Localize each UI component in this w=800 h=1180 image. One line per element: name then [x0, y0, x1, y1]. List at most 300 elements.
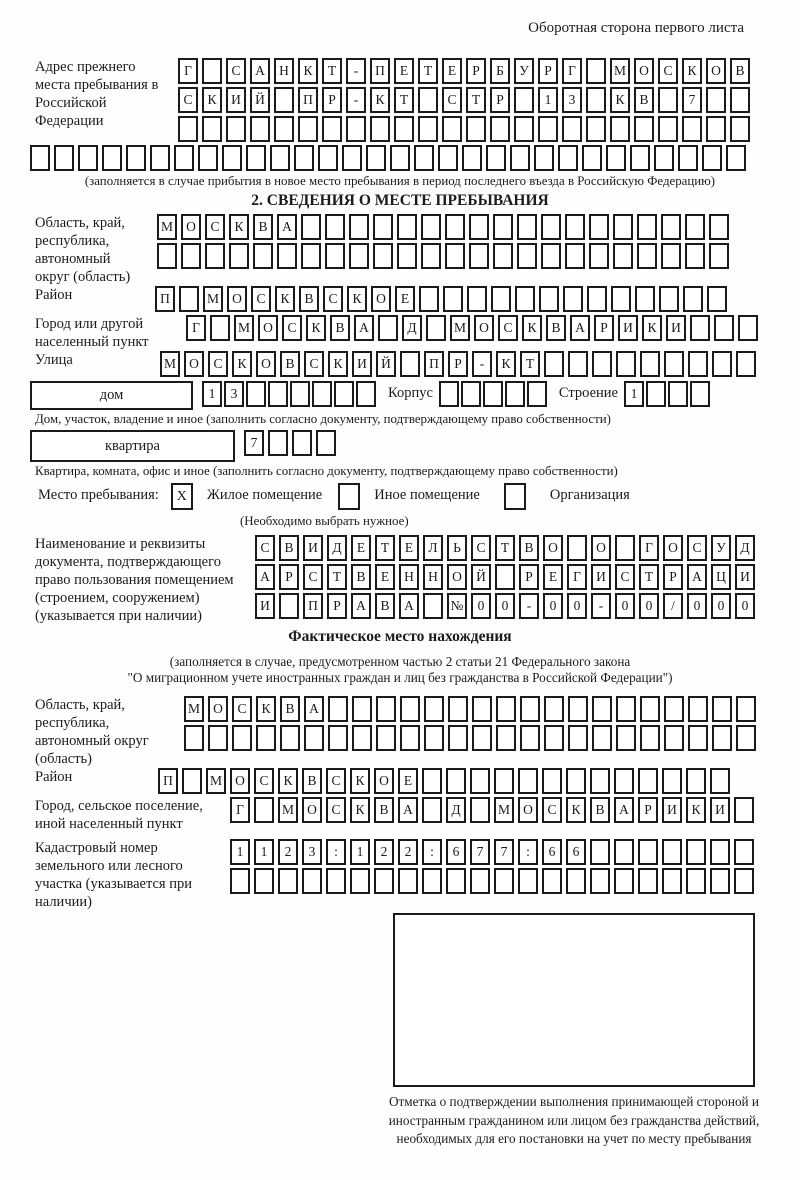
char-box: [517, 214, 537, 240]
char-box: [322, 116, 342, 142]
char-box: [277, 243, 297, 269]
char-box: [565, 243, 585, 269]
stay-type-label: Место пребывания:: [38, 487, 159, 503]
char-box: О: [706, 58, 726, 84]
char-box: 0: [471, 593, 491, 619]
region-label: Область, край, республика, автономный округ (область): [35, 215, 131, 285]
house-box-label: дом: [30, 381, 193, 410]
char-box: №: [447, 593, 467, 619]
char-box: П: [424, 351, 444, 377]
char-box: [736, 725, 756, 751]
char-box: [414, 145, 434, 171]
char-box: 6: [542, 839, 562, 865]
char-box: -: [591, 593, 611, 619]
char-box: А: [277, 214, 297, 240]
char-box: Б: [490, 58, 510, 84]
char-box: 0: [495, 593, 515, 619]
region-block: [0, 214, 800, 286]
char-box: [376, 696, 396, 722]
char-box: М: [203, 286, 223, 312]
char-box: [202, 58, 222, 84]
char-box: [268, 381, 288, 407]
char-box: 0: [615, 593, 635, 619]
char-box: [726, 145, 746, 171]
char-box: [304, 725, 324, 751]
char-box: [254, 797, 274, 823]
char-box: [686, 868, 706, 894]
char-box: О: [371, 286, 391, 312]
char-box: [527, 381, 547, 407]
char-box: Т: [322, 58, 342, 84]
char-box: [486, 145, 506, 171]
char-row: [186, 315, 762, 341]
char-box: 2: [374, 839, 394, 865]
char-box: [690, 381, 710, 407]
char-box: [590, 868, 610, 894]
char-box: И: [710, 797, 730, 823]
char-box: [634, 116, 654, 142]
char-box: К: [566, 797, 586, 823]
section2-title: 2. СВЕДЕНИЯ О МЕСТЕ ПРЕБЫВАНИЯ: [251, 192, 549, 209]
char-box: В: [299, 286, 319, 312]
char-box: В: [253, 214, 273, 240]
city-label: Город или другой населенный пункт: [35, 316, 149, 350]
char-box: [734, 839, 754, 865]
char-box: [328, 725, 348, 751]
char-box: С: [326, 797, 346, 823]
char-box: Т: [466, 87, 486, 113]
char-box: [419, 286, 439, 312]
char-box: [613, 214, 633, 240]
char-box: В: [302, 768, 322, 794]
char-box: [590, 768, 610, 794]
char-box: Ц: [711, 564, 731, 590]
char-box: :: [422, 839, 442, 865]
char-box: [496, 696, 516, 722]
char-box: -: [472, 351, 492, 377]
char-box: [202, 116, 222, 142]
char-box: [710, 768, 730, 794]
char-box: Т: [327, 564, 347, 590]
char-box: С: [471, 535, 491, 561]
actual-location-note-1: (заполняется в случае, предусмотренном частью 2 статьи 21 Федерального закона: [169, 654, 631, 669]
char-box: [710, 868, 730, 894]
char-box: О: [543, 535, 563, 561]
char-box: 1: [202, 381, 222, 407]
char-box: [712, 351, 732, 377]
char-box: [640, 696, 660, 722]
char-box: С: [251, 286, 271, 312]
stroenie-label: Строение: [558, 385, 618, 401]
char-box: [707, 286, 727, 312]
char-box: В: [280, 696, 300, 722]
previous-address-note: (заполняется в случае прибытия в новое место пребывания в период последнего въезда в Российскую Федерацию): [84, 174, 716, 188]
char-box: [520, 725, 540, 751]
char-box: [567, 535, 587, 561]
region-grid: [157, 214, 733, 272]
char-box: [461, 381, 481, 407]
char-box: [470, 768, 490, 794]
char-box: [373, 214, 393, 240]
document-block: [0, 535, 800, 625]
char-box: [270, 145, 290, 171]
char-box: С: [282, 315, 302, 341]
char-box: [638, 868, 658, 894]
char-box: О: [227, 286, 247, 312]
char-row: [158, 768, 734, 794]
char-box: 3: [562, 87, 582, 113]
char-box: [334, 381, 354, 407]
char-box: Г: [230, 797, 250, 823]
char-box: И: [303, 535, 323, 561]
char-box: О: [474, 315, 494, 341]
char-box: [422, 797, 442, 823]
char-box: К: [682, 58, 702, 84]
char-box: С: [323, 286, 343, 312]
char-box: [738, 315, 758, 341]
char-box: Н: [274, 58, 294, 84]
char-box: О: [258, 315, 278, 341]
char-box: [690, 315, 710, 341]
char-box: В: [330, 315, 350, 341]
char-box: Г: [178, 58, 198, 84]
char-box: 2: [278, 839, 298, 865]
char-box: К: [202, 87, 222, 113]
char-box: 0: [567, 593, 587, 619]
char-box: [562, 116, 582, 142]
char-box: [517, 243, 537, 269]
char-box: [568, 351, 588, 377]
char-box: О: [447, 564, 467, 590]
char-box: [706, 87, 726, 113]
char-box: [157, 243, 177, 269]
char-box: -: [519, 593, 539, 619]
char-box: [446, 768, 466, 794]
char-row: [178, 87, 754, 113]
char-box: [658, 116, 678, 142]
fact-city-block: [0, 797, 800, 833]
char-box: К: [306, 315, 326, 341]
char-box: [685, 243, 705, 269]
char-box: [614, 768, 634, 794]
char-box: [664, 351, 684, 377]
char-box: П: [370, 58, 390, 84]
char-box: [445, 214, 465, 240]
char-box: [421, 243, 441, 269]
char-box: [462, 145, 482, 171]
char-box: [274, 116, 294, 142]
char-box: [246, 145, 266, 171]
char-box: Р: [519, 564, 539, 590]
char-box: [318, 145, 338, 171]
char-box: [54, 145, 74, 171]
char-box: [418, 87, 438, 113]
char-box: [466, 116, 486, 142]
char-box: 7: [494, 839, 514, 865]
char-box: [78, 145, 98, 171]
char-box: Р: [490, 87, 510, 113]
char-box: К: [350, 797, 370, 823]
char-box: [606, 145, 626, 171]
char-box: К: [347, 286, 367, 312]
char-box: С: [498, 315, 518, 341]
char-box: Р: [663, 564, 683, 590]
char-row: [178, 116, 754, 142]
char-box: [592, 351, 612, 377]
char-box: [254, 868, 274, 894]
cadastral-grid: [230, 839, 758, 897]
char-box: В: [730, 58, 750, 84]
checkbox-organization: [504, 483, 526, 510]
char-row: [157, 243, 733, 269]
char-box: [378, 315, 398, 341]
char-box: Р: [538, 58, 558, 84]
char-box: М: [278, 797, 298, 823]
char-row: [157, 214, 733, 240]
char-box: X: [171, 483, 193, 510]
char-box: В: [351, 564, 371, 590]
char-box: [448, 725, 468, 751]
char-box: 1: [624, 381, 644, 407]
char-box: А: [687, 564, 707, 590]
char-box: [422, 868, 442, 894]
char-box: [352, 696, 372, 722]
char-box: [538, 116, 558, 142]
char-box: Е: [395, 286, 415, 312]
char-box: [659, 286, 679, 312]
char-box: 6: [446, 839, 466, 865]
char-box: [661, 214, 681, 240]
char-box: [709, 214, 729, 240]
char-box: [150, 145, 170, 171]
char-box: 3: [224, 381, 244, 407]
char-box: [504, 483, 526, 510]
char-box: [179, 286, 199, 312]
char-box: [664, 725, 684, 751]
char-box: [658, 87, 678, 113]
checkbox-other-premises: [338, 483, 360, 510]
char-box: [589, 214, 609, 240]
char-box: 1: [538, 87, 558, 113]
char-box: Р: [327, 593, 347, 619]
char-box: [467, 286, 487, 312]
char-box: [397, 243, 417, 269]
char-box: [222, 145, 242, 171]
char-box: [246, 381, 266, 407]
char-box: Е: [351, 535, 371, 561]
char-box: К: [328, 351, 348, 377]
fact-region-label: Область, край, республика, автономный округ (область): [35, 697, 149, 767]
char-box: [688, 696, 708, 722]
char-box: К: [350, 768, 370, 794]
char-box: С: [232, 696, 252, 722]
char-box: А: [399, 593, 419, 619]
char-box: Д: [446, 797, 466, 823]
char-box: [490, 116, 510, 142]
char-box: Е: [375, 564, 395, 590]
char-box: [494, 868, 514, 894]
char-box: [709, 243, 729, 269]
char-box: И: [226, 87, 246, 113]
char-box: О: [634, 58, 654, 84]
char-box: -: [346, 87, 366, 113]
char-box: [568, 696, 588, 722]
char-box: [356, 381, 376, 407]
char-box: Е: [394, 58, 414, 84]
char-box: [350, 868, 370, 894]
char-box: А: [304, 696, 324, 722]
char-row: [255, 535, 759, 561]
option-organization-label: Организация: [549, 487, 630, 503]
char-box: /: [663, 593, 683, 619]
char-box: [229, 243, 249, 269]
char-box: [448, 696, 468, 722]
char-box: В: [546, 315, 566, 341]
char-box: :: [326, 839, 346, 865]
char-box: 3: [302, 839, 322, 865]
char-box: Е: [442, 58, 462, 84]
char-box: К: [229, 214, 249, 240]
char-box: С: [208, 351, 228, 377]
char-row: [230, 868, 758, 894]
char-box: [268, 430, 288, 456]
fact-city-label: Город, сельское поселение, иной населенный пункт: [35, 798, 203, 832]
char-box: Г: [639, 535, 659, 561]
char-box: 0: [543, 593, 563, 619]
previous-address-block: [0, 58, 800, 145]
char-box: К: [642, 315, 662, 341]
char-box: [316, 430, 336, 456]
char-box: [226, 116, 246, 142]
char-box: С: [255, 535, 275, 561]
char-box: [544, 351, 564, 377]
char-box: [328, 696, 348, 722]
char-box: [616, 351, 636, 377]
char-box: Е: [398, 768, 418, 794]
char-box: [640, 351, 660, 377]
char-box: [678, 145, 698, 171]
char-box: И: [662, 797, 682, 823]
char-box: [544, 696, 564, 722]
char-box: М: [450, 315, 470, 341]
char-box: [514, 116, 534, 142]
char-box: М: [157, 214, 177, 240]
char-row: [178, 58, 754, 84]
korpus-label: Корпус: [388, 385, 433, 401]
char-box: [638, 768, 658, 794]
char-box: [294, 145, 314, 171]
char-box: В: [590, 797, 610, 823]
char-box: М: [206, 768, 226, 794]
stay-type-row: [0, 483, 800, 513]
char-box: [443, 286, 463, 312]
char-box: [423, 593, 443, 619]
char-box: В: [634, 87, 654, 113]
char-box: [352, 725, 372, 751]
char-box: [472, 696, 492, 722]
char-box: М: [234, 315, 254, 341]
char-box: [646, 381, 666, 407]
char-row: [244, 430, 340, 456]
char-row: [184, 696, 760, 722]
char-box: [198, 145, 218, 171]
char-box: Р: [594, 315, 614, 341]
char-box: С: [542, 797, 562, 823]
char-box: [505, 381, 525, 407]
char-box: Р: [448, 351, 468, 377]
char-row: [202, 381, 378, 407]
char-box: Г: [186, 315, 206, 341]
char-box: Д: [402, 315, 422, 341]
char-box: [366, 145, 386, 171]
cadastral-label: Кадастровый номер земельного или лесного участка (указывается при наличии): [35, 840, 192, 910]
char-box: И: [591, 564, 611, 590]
char-box: [686, 768, 706, 794]
char-box: [278, 868, 298, 894]
apartment-row: [0, 430, 800, 462]
char-box: [712, 696, 732, 722]
char-box: [126, 145, 146, 171]
char-box: [616, 725, 636, 751]
char-box: Ь: [447, 535, 467, 561]
char-box: О: [591, 535, 611, 561]
char-box: [734, 797, 754, 823]
char-box: [614, 868, 634, 894]
char-box: [421, 214, 441, 240]
char-box: [686, 839, 706, 865]
char-box: [736, 351, 756, 377]
char-box: 0: [735, 593, 755, 619]
stamp-note: Отметка о подтверждении выполнения принимающей стороной и иностранным гражданином или лицом без гражданства действий, необходимых для его постановки на учет по месту пребывания: [388, 1094, 760, 1146]
char-box: М: [160, 351, 180, 377]
char-box: Р: [322, 87, 342, 113]
char-box: [638, 839, 658, 865]
char-box: К: [256, 696, 276, 722]
char-box: [280, 725, 300, 751]
char-box: 7: [682, 87, 702, 113]
char-box: И: [618, 315, 638, 341]
char-box: 2: [398, 839, 418, 865]
checkbox-residential: [171, 483, 193, 510]
char-box: [230, 868, 250, 894]
char-box: В: [279, 535, 299, 561]
char-row: [255, 564, 759, 590]
char-box: [736, 696, 756, 722]
char-box: [712, 725, 732, 751]
char-box: У: [514, 58, 534, 84]
char-box: [582, 145, 602, 171]
char-box: [491, 286, 511, 312]
char-box: В: [374, 797, 394, 823]
char-box: [541, 214, 561, 240]
char-box: [518, 868, 538, 894]
char-box: [446, 868, 466, 894]
char-box: Д: [327, 535, 347, 561]
char-box: О: [256, 351, 276, 377]
char-box: [398, 868, 418, 894]
char-box: Т: [639, 564, 659, 590]
char-box: [616, 696, 636, 722]
char-box: [338, 483, 360, 510]
char-box: [438, 145, 458, 171]
char-row: [439, 381, 549, 407]
stay-type-note: (Необходимо выбрать нужное): [240, 514, 409, 528]
char-box: [493, 214, 513, 240]
char-box: А: [398, 797, 418, 823]
char-box: [662, 868, 682, 894]
char-box: 0: [639, 593, 659, 619]
char-box: [349, 214, 369, 240]
